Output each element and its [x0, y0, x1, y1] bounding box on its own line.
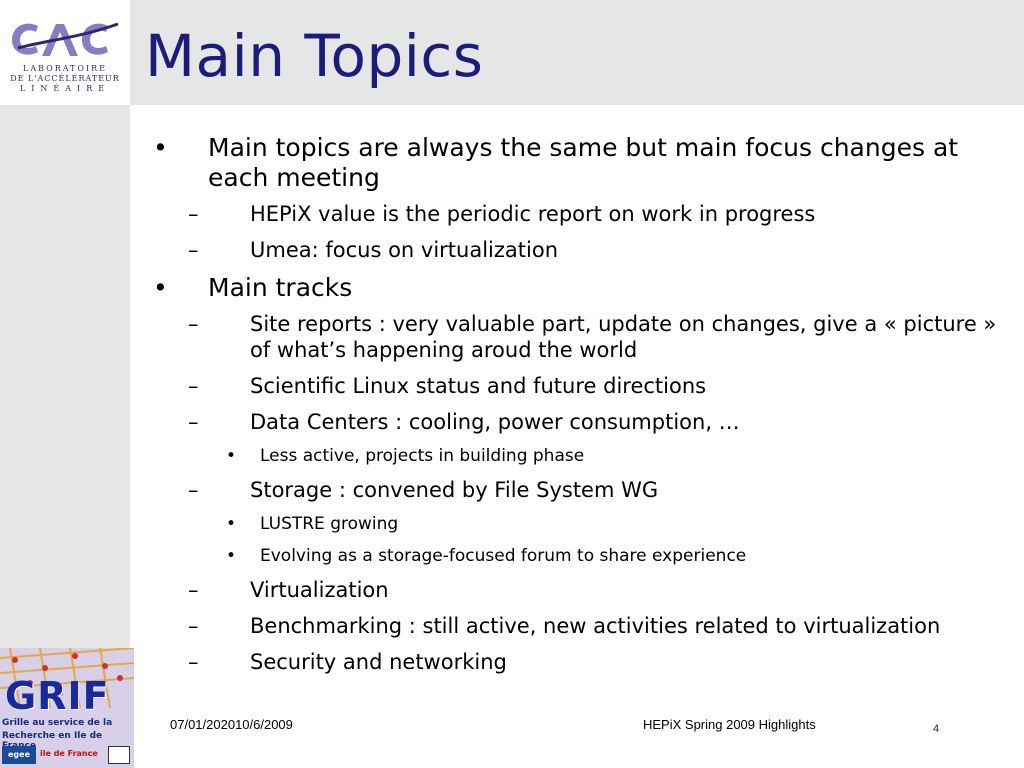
bullet-text: Umea: focus on virtualization — [250, 238, 559, 262]
bullet-level2 — [150, 311, 1010, 363]
bullet-marker: • — [153, 133, 168, 162]
ile-de-france-logo: ile de France — [40, 749, 98, 758]
lal-logo-line3: LINÉAIRE — [19, 84, 111, 93]
page-number: 4 — [933, 723, 940, 735]
bullet-level3 — [150, 545, 1010, 567]
dash-marker: – — [188, 650, 199, 674]
bullet-level2 — [150, 373, 1010, 399]
bullet-level2 — [150, 409, 1010, 435]
grif-subtitle-line1: Grille au service de la — [2, 718, 113, 728]
grif-title: GRIF — [5, 674, 110, 718]
bullet-text: LUSTRE growing — [260, 514, 399, 534]
bullet-marker: • — [226, 546, 237, 566]
dash-marker: – — [188, 312, 199, 336]
dash-marker: – — [188, 614, 199, 638]
dash-marker: – — [188, 238, 199, 262]
bullet-text: Storage : convened by File System WG — [250, 478, 659, 502]
bullet-level2 — [150, 237, 1010, 263]
bullet-level2 — [150, 577, 1010, 603]
dash-marker: – — [188, 202, 199, 226]
footer-title: HEPiX Spring 2009 Highlights — [643, 717, 816, 732]
bullet-text: Main topics are always the same but main focus changes at each meeting — [208, 133, 959, 192]
bullet-text: Scientific Linux status and future directions — [250, 374, 707, 398]
bullet-text: HEPiX value is the periodic report on work in progress — [250, 202, 816, 226]
lal-logo-line2: DE L'ACCÉLÉRATEUR — [10, 74, 120, 83]
bullet-list — [150, 133, 1010, 685]
bullet-marker: • — [226, 514, 237, 534]
cc-logo — [108, 746, 130, 764]
bullet-text: Evolving as a storage-focused forum to share experience — [260, 546, 747, 566]
bullet-text: Data Centers : cooling, power consumption, … — [250, 410, 740, 434]
bullet-level1 — [150, 133, 1010, 193]
slide-title: Main Topics — [145, 22, 484, 90]
lal-logo-line1: LABORATOIRE — [23, 64, 107, 73]
egee-logo: egee — [2, 746, 36, 764]
bullet-text: Security and networking — [250, 650, 507, 674]
dash-marker: – — [188, 410, 199, 434]
grif-subtitle-line2: Recherche en Ile de — [2, 731, 103, 741]
bullet-level2 — [150, 201, 1010, 227]
dash-marker: – — [188, 578, 199, 602]
bullet-text: Less active, projects in building phase — [260, 446, 585, 466]
lal-logo — [0, 0, 130, 105]
bullet-level2 — [150, 477, 1010, 503]
dash-marker: – — [188, 478, 199, 502]
bullet-text: Main tracks — [208, 273, 353, 302]
bullet-marker: • — [226, 446, 237, 466]
lal-logo-mark — [8, 18, 122, 62]
bullet-level1 — [150, 273, 1010, 303]
bullet-level3 — [150, 513, 1010, 535]
bullet-text: Site reports : very valuable part, update on changes, give a « picture » of what’s happening aroud the world — [250, 312, 997, 362]
dash-marker: – — [188, 374, 199, 398]
bullet-marker: • — [153, 273, 168, 302]
bullet-level3 — [150, 445, 1010, 467]
bullet-level2 — [150, 613, 1010, 639]
lal-logo-block — [4, 14, 126, 98]
grif-logo — [0, 648, 134, 768]
bullet-text: Virtualization — [250, 578, 389, 602]
bullet-text: Benchmarking : still active, new activities related to virtualization — [250, 614, 941, 638]
footer-date: 07/01/202010/6/2009 — [170, 717, 293, 732]
bullet-level2 — [150, 649, 1010, 675]
